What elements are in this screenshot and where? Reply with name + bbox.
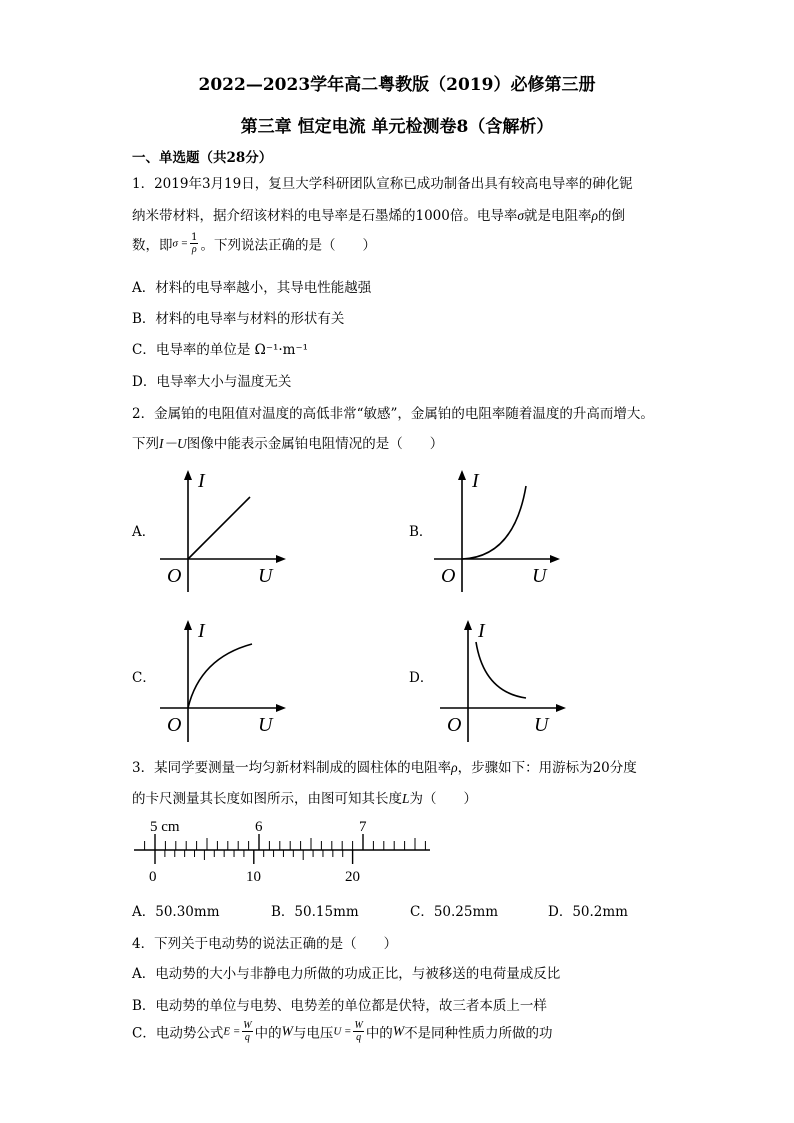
q2-line2-text-a: 下列 (132, 436, 159, 452)
q3-line2 (132, 787, 477, 807)
q4-c-text-b: 中的 (254, 1025, 282, 1042)
graph-a-x-label: U (258, 565, 273, 587)
graph-b-x-arrow (550, 555, 560, 563)
q1-option-d: D．电导率大小与温度无关 (132, 374, 292, 390)
q4-c-text-a: C．电动势公式 (132, 1025, 224, 1042)
iu-symbol: I－U (159, 436, 187, 451)
q4-c-text-d: 中的 (365, 1025, 393, 1042)
work-symbol-1: W (281, 1023, 293, 1039)
q4-line1: 4．下列关于电动势的说法正确的是（ ） (132, 936, 398, 952)
q4-option-c (132, 1020, 553, 1043)
vernier-label-0: 0 (149, 869, 157, 885)
doc-title-line2: 第三章 恒定电流 单元检测卷8（含解析） (240, 117, 554, 137)
main-scale-ticks (145, 834, 426, 850)
q3-option-c: C．50.25mm (410, 904, 499, 920)
graph-d-y-arrow (464, 620, 472, 630)
q1-line3-text-a: 数，即 (132, 237, 173, 254)
emf-fraction (242, 1020, 252, 1043)
graph-a-y-label: I (198, 470, 205, 492)
length-symbol: L (402, 791, 410, 806)
q4-c-text-e: 不是同种性质力所做的功 (404, 1025, 553, 1042)
voltage-numerator: W (354, 1020, 363, 1031)
q1-line2-text-c: 的倒 (598, 208, 626, 224)
vernier-caliper (128, 812, 438, 888)
work-symbol-2: W (392, 1023, 405, 1039)
graph-d-origin: O (447, 714, 462, 736)
graph-d-curve (476, 642, 526, 698)
vernier-label-20: 20 (345, 869, 360, 885)
q1-line2 (132, 204, 625, 224)
q2-line2 (132, 432, 443, 452)
section-heading: 一、单选题（共28分） (132, 150, 273, 166)
voltage-lhs: U = (333, 1025, 352, 1038)
q4-c-text-c: 与电压 (292, 1025, 334, 1042)
graph-b-label: B． (409, 524, 433, 540)
formula-fraction (190, 232, 198, 255)
graph-d-label: D． (409, 670, 434, 686)
emf-numerator: W (243, 1020, 252, 1031)
graph-d-y-label: I (478, 620, 485, 642)
q1-line2-text-a: 纳米带材料，据介绍该材料的电导率是石墨烯的1000倍。电导率 (132, 208, 518, 224)
q3-line1-text-a: 3．某同学要测量一均匀新材料制成的圆柱体的电阻率 (132, 760, 452, 776)
rho-symbol: ρ (591, 208, 599, 223)
q3-line2-text-a: 的卡尺测量其长度如图所示，由图可知其长度 (132, 791, 402, 807)
vernier-scale-ticks (155, 850, 353, 864)
graph-c-y-arrow (184, 620, 192, 630)
emf-lhs: E = (223, 1025, 241, 1038)
graph-d (440, 612, 570, 742)
graph-a-origin: O (167, 565, 182, 587)
graph-b-y-label: I (472, 470, 479, 492)
q3-line2-text-b: 为（ ） (409, 791, 478, 807)
graph-b-origin: O (441, 565, 456, 587)
graph-c-x-label: U (258, 714, 273, 736)
emf-denominator: q (244, 1032, 250, 1043)
q3-line1-text-b: ，步骤如下：用游标为20分度 (457, 760, 637, 776)
graph-b-curve (462, 486, 526, 559)
q1-option-c: C．电导率的单位是 Ω⁻¹·m⁻¹ (132, 342, 308, 358)
graph-d-x-arrow (556, 704, 566, 712)
q1-line1: 1．2019年3月19日，复旦大学科研团队宣称已成功制备出具有较高电导率的砷化铌 (132, 176, 633, 192)
graph-a-y-arrow (184, 470, 192, 480)
graph-d-x-label: U (534, 714, 549, 736)
q4-option-a: A．电动势的大小与非静电力所做的功成正比，与被移送的电荷量成反比 (132, 966, 561, 982)
q2-line1: 2．金属铂的电阻值对温度的高低非常“敏感”，金属铂的电阻率随着温度的升高而增大。 (132, 406, 654, 422)
graph-a-x-arrow (276, 555, 286, 563)
q1-line2-text-b: 就是电阻率 (524, 208, 592, 224)
doc-title-line1: 2022—2023学年高二粤教版（2019）必修第三册 (198, 75, 596, 95)
graph-c-curve (188, 644, 252, 708)
rho-symbol-q3: ρ (451, 760, 458, 775)
q1-option-a: A．材料的电导率越小，其导电性能越强 (132, 280, 372, 296)
graph-c (160, 612, 290, 742)
q3-line1 (132, 756, 637, 776)
q1-line3 (132, 232, 376, 255)
formula-numerator: 1 (191, 232, 198, 243)
graph-c-label: C． (132, 670, 156, 686)
graph-a-curve (188, 497, 250, 559)
main-label-6: 6 (255, 819, 263, 835)
voltage-denominator: q (356, 1032, 362, 1043)
graph-c-x-arrow (276, 704, 286, 712)
sigma-symbol: σ (517, 208, 525, 223)
q3-option-a: A．50.30mm (132, 904, 220, 920)
q3-option-d: D．50.2mm (548, 904, 628, 920)
vernier-label-10: 10 (246, 869, 261, 885)
q1-line3-text-b: 。下列说法正确的是（ ） (200, 237, 376, 254)
q3-option-b: B．50.15mm (271, 904, 359, 920)
q4-option-b: B．电动势的单位与电势、电势差的单位都是伏特，故三者本质上一样 (132, 998, 547, 1014)
q2-line2-text-b: 图像中能表示金属铂电阻情况的是（ ） (186, 436, 444, 452)
graph-b (434, 462, 564, 592)
main-label-5cm: 5 cm (150, 819, 180, 835)
voltage-fraction (353, 1020, 363, 1043)
graph-c-y-label: I (198, 620, 205, 642)
formula-lhs: σ = (172, 237, 189, 250)
graph-b-y-arrow (458, 470, 466, 480)
graph-a (160, 462, 290, 592)
graph-a-label: A． (132, 524, 156, 540)
graph-c-origin: O (167, 714, 182, 736)
main-label-7: 7 (359, 819, 367, 835)
formula-denominator: ρ (191, 244, 197, 255)
q1-option-b: B．材料的电导率与材料的形状有关 (132, 311, 345, 327)
graph-b-x-label: U (532, 565, 547, 587)
